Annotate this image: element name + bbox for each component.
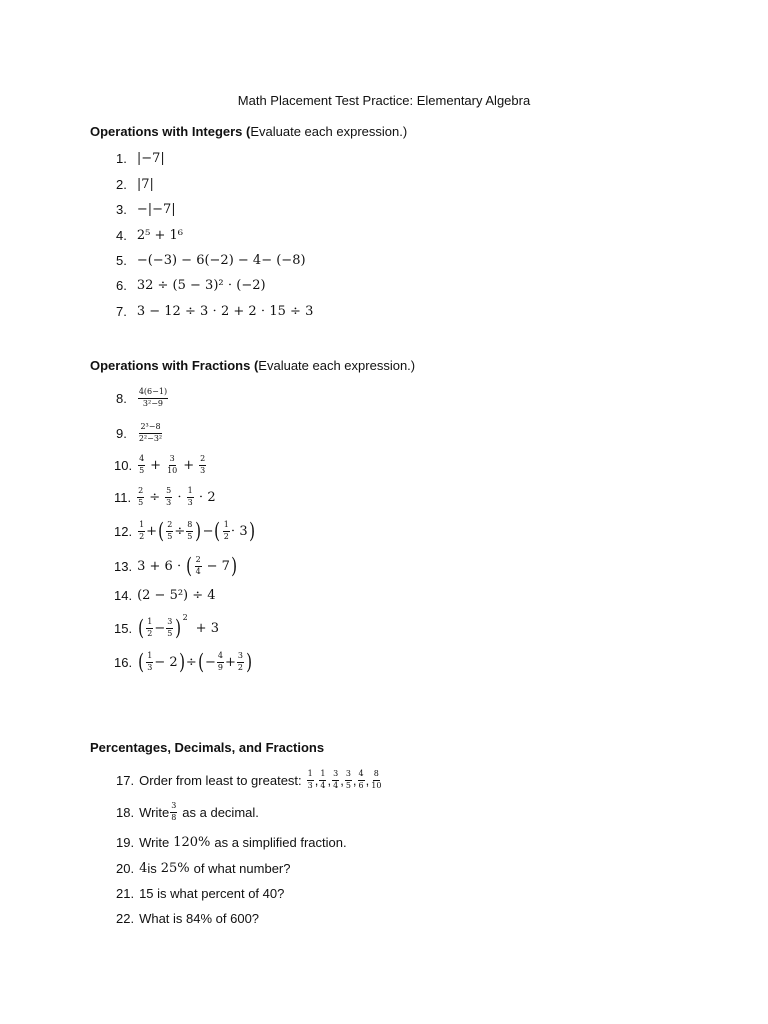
fraction-denominator: 5 [167,531,173,541]
fraction-numerator: 2 [199,455,206,465]
fraction-numerator: 1 [223,521,230,531]
problem-number: 14. [114,587,133,603]
fraction [170,802,177,822]
problem-expression: |−7| [136,150,165,166]
fraction [166,618,173,638]
fraction-denominator: 3 [166,497,172,507]
fraction [138,423,163,443]
problem-item [114,455,207,475]
fraction [187,487,194,507]
problem-expression [137,423,164,443]
fraction [332,770,339,790]
problem-expression [139,802,259,822]
problem-expression: What is 84% of 600? [139,910,260,926]
problem-expression: |7| [136,176,154,192]
problem-text: as a simplified fraction. [214,834,347,850]
math-text: 25% [160,860,190,876]
problem-number: 4. [116,227,127,243]
problem-item [116,250,306,270]
problem-text: is [147,860,157,876]
problem-number: 12. [114,523,133,539]
problem-item [116,388,169,408]
fraction-numerator: 1 [187,487,194,497]
math-text: − 7 [206,558,230,574]
problem-number: 7. [116,303,127,319]
comma: , [327,772,332,788]
problem-item [116,858,291,878]
parenthesis: ( [138,615,145,640]
fraction-denominator: 5 [187,531,193,541]
math-text: − [204,654,216,670]
fraction-numerator: 8 [186,521,193,531]
fraction-numerator: 2 [137,487,144,497]
problem-item [114,487,216,507]
fraction-numerator: 2³−8 [139,423,161,433]
operator: ⋅ [177,489,182,505]
problem-expression [139,770,383,790]
problem-item [114,518,256,543]
fraction [358,770,365,790]
problem-number: 21. [116,885,135,901]
problem-item [116,301,313,321]
fraction [165,487,172,507]
fraction-denominator: 8 [171,812,177,822]
fraction-numerator: 4 [358,770,365,780]
fraction-denominator: 6 [358,780,364,790]
problem-expression [137,388,169,408]
parenthesis: ) [248,518,255,543]
fraction [319,770,326,790]
problem-number: 5. [116,252,127,268]
section-heading-fractions: Operations with Fractions (Evaluate each expression.) [90,358,416,373]
math-text: 4 [139,860,148,876]
problem-expression [137,613,219,640]
problem-number: 8. [116,390,127,406]
fraction-numerator: 5 [165,487,172,497]
problem-item [116,275,266,295]
fraction-denominator: 4 [195,566,201,576]
problem-expression [139,862,290,875]
fraction [223,521,230,541]
problem-item [114,585,216,605]
fraction [146,652,153,672]
section-heading-percentages: Percentages, Decimals, and Fractions [90,740,325,755]
math-text: − 2 [154,654,178,670]
fraction-denominator: 2 [237,662,243,672]
fraction [199,455,206,475]
fraction [166,455,178,475]
fraction [195,556,202,576]
fraction [138,455,145,475]
parenthesis: ) [195,518,202,543]
fraction-numerator: 8 [373,770,380,780]
problem-text: of what number? [193,860,291,876]
problem-item [116,199,176,219]
math-text: 120% [173,834,211,850]
parenthesis: ( [214,518,221,543]
operator: ÷ [149,489,161,505]
fraction [146,618,153,638]
parenthesis: ) [246,649,253,674]
problem-expression [139,836,347,849]
fraction-numerator: 4 [217,652,224,662]
fraction-numerator: 1 [146,618,153,628]
parenthesis: ( [138,649,145,674]
problem-expression: 2⁵ + 1⁶ [136,227,183,243]
fraction-numerator: 3 [237,652,244,662]
fraction [217,652,224,672]
problem-expression: 15 is what percent of 40? [139,885,285,901]
math-text: + [146,523,158,539]
problem-text: Order from least to greatest: [139,772,302,788]
problem-item [114,613,219,640]
parenthesis: ) [175,615,182,640]
problem-number: 2. [116,176,127,192]
problem-item [116,225,183,245]
fraction [237,652,244,672]
math-text: + [224,654,236,670]
parenthesis: ( [197,649,204,674]
fraction-denominator: 3 [200,465,206,475]
problem-expression [137,455,207,475]
fraction [138,388,168,408]
parenthesis: ) [230,553,238,578]
math-text: + 3 [195,620,219,636]
fraction-denominator: 5 [138,497,144,507]
fraction-denominator: 4 [320,780,326,790]
problem-item [114,649,253,674]
fraction-numerator: 2 [195,556,202,566]
problem-number: 1. [116,150,127,166]
problem-item [116,802,259,822]
fraction-denominator: 4 [333,780,339,790]
fraction-denominator: 3 [187,497,193,507]
fraction [345,770,352,790]
fraction-numerator: 1 [319,770,326,780]
fraction-denominator: 2 [223,531,229,541]
fraction-denominator: 2 [139,531,145,541]
problem-expression: −(−3) − 6(−2) − 4− (−8) [136,252,306,268]
fraction-numerator: 2 [166,521,173,531]
comma: , [352,772,357,788]
fraction-denominator: 5 [139,465,145,475]
fraction-denominator: 5 [167,628,173,638]
problem-expression: −|−7| [136,201,176,217]
fraction-denominator: 9 [217,662,223,672]
fraction-numerator: 1 [146,652,153,662]
section-heading-integers: Operations with Integers (Evaluate each expression.) [90,124,408,139]
fraction [186,521,193,541]
problem-number: 11. [114,489,132,505]
problem-number: 3. [116,201,127,217]
math-text: ÷ [185,654,197,670]
problem-item [116,832,347,852]
operator: + [150,457,162,473]
problem-text: Write [139,804,170,820]
parenthesis: ( [158,518,165,543]
fraction [166,521,173,541]
problem-item [114,553,238,578]
problem-number: 15. [114,620,133,636]
problem-expression [137,553,238,578]
problem-item [116,148,165,168]
problem-number: 19. [116,834,135,850]
problem-number: 20. [116,860,135,876]
fraction-numerator: 1 [307,770,314,780]
fraction-numerator: 3 [345,770,352,780]
fraction [138,521,145,541]
problem-number: 22. [116,910,135,926]
comma: , [314,772,319,788]
fraction-denominator: 3 [307,780,313,790]
fraction-denominator: 2 [147,628,153,638]
problem-text: as a decimal. [182,804,259,820]
problem-number: 6. [116,277,127,293]
page-title: Math Placement Test Practice: Elementary Algebra [237,93,531,108]
fraction-numerator: 4 [138,455,145,465]
fraction-numerator: 1 [138,521,145,531]
math-text: − [202,523,214,539]
fraction [370,770,382,790]
fraction-denominator: 10 [167,465,178,475]
fraction [137,487,144,507]
problem-expression [137,518,256,543]
problem-number: 16. [114,654,133,670]
problem-item [116,770,383,790]
comma: , [340,772,344,788]
fraction-numerator: 3 [169,455,176,465]
fraction [307,770,314,790]
fraction-denominator: 3 [147,662,153,672]
fraction-numerator: 4(6−1) [138,388,168,398]
problem-number: 18. [116,804,135,820]
parenthesis: ( [186,553,193,578]
fraction-denominator: 5 [345,780,351,790]
problem-number: 10. [114,457,133,473]
problem-number: 13. [114,558,133,574]
problem-number: 17. [116,772,135,788]
parenthesis: ) [178,649,185,674]
math-text: ⋅ 3 [230,523,248,539]
problem-item [116,174,154,194]
math-text: − [154,620,166,636]
fraction-numerator: 3 [166,618,173,628]
problem-item [116,908,259,928]
problem-expression: 3 − 12 ÷ 3 ⋅ 2 + 2 ⋅ 15 ÷ 3 [136,303,314,319]
problem-text: Write [139,834,170,850]
fraction-denominator: 2²−3² [138,433,163,443]
fraction-numerator: 3 [332,770,339,780]
problem-expression [137,649,253,674]
problem-expression: 32 ÷ (5 − 3)² ⋅ (−2) [136,277,266,293]
problem-expression: (2 − 5²) ÷ 4 [137,587,216,603]
operator: + [183,457,195,473]
math-text: ÷ [174,523,186,539]
fraction-numerator: 3 [170,802,177,812]
math-text: ⋅ 2 [198,489,216,505]
exponent: 2 [182,613,188,622]
fraction-denominator: 10 [371,780,382,790]
comma: , [365,772,370,788]
fraction-denominator: 3²−9 [142,398,163,408]
problem-item [116,423,164,443]
problem-number: 9. [116,425,127,441]
problem-expression [136,487,216,507]
math-text: 3 + 6 ⋅ [137,558,182,574]
problem-item [116,883,284,903]
